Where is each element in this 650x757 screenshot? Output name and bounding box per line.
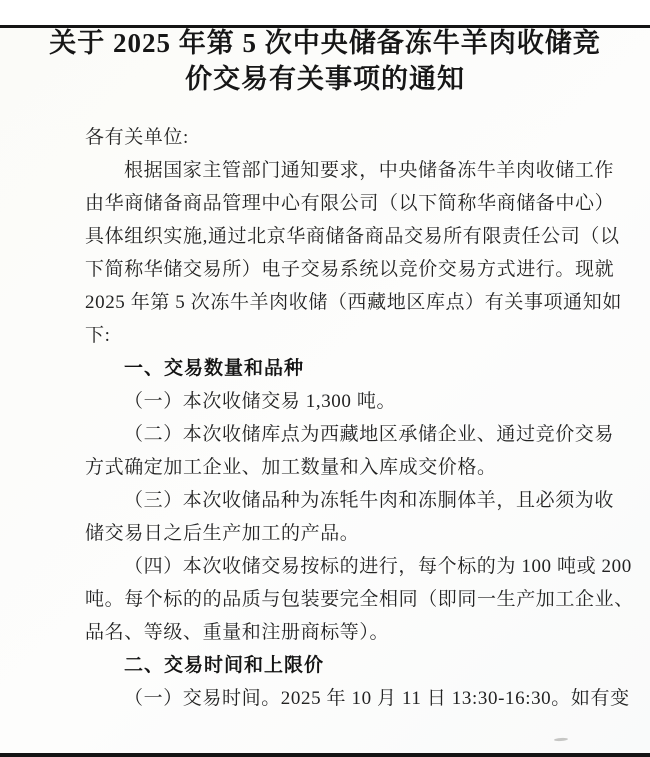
section-1-heading: 一、交易数量和品种 xyxy=(124,358,305,379)
page-title xyxy=(38,25,612,97)
section-1-item-1-line: （一）本次收储交易 1,300 吨。 xyxy=(124,391,397,412)
scan-edge-bottom xyxy=(0,753,650,757)
intro-line: 根据国家主管部门通知要求，中央储备冻牛羊肉收储工作 xyxy=(124,160,615,181)
section-1-item-3-line: （三）本次收储品种为冻牦牛肉和冻胴体羊，且必须为收 xyxy=(124,490,615,511)
intro-line: 2025 年第 5 次冻牛羊肉收储（西藏地区库点）有关事项通知如 xyxy=(85,292,622,313)
intro-line: 下: xyxy=(85,325,111,346)
section-2-heading: 二、交易时间和上限价 xyxy=(124,655,325,676)
section-2-item-1-line: （一）交易时间。2025 年 10 月 11 日 13:30-16:30。如有变 xyxy=(124,688,630,709)
section-1-item-2-line: （二）本次收储库点为西藏地区承储企业、通过竞价交易 xyxy=(124,424,615,445)
scan-edge-top xyxy=(0,25,650,28)
document-body xyxy=(85,121,634,715)
section-1-item-2-line: 方式确定加工企业、加工数量和入库成交价格。 xyxy=(85,457,497,478)
section-1-item-4-line: （四）本次收储交易按标的进行，每个标的为 100 吨或 200 xyxy=(124,556,632,577)
section-1-item-4-line: 品名、等级、重量和注册商标等）。 xyxy=(85,622,390,643)
scanned-notice-page xyxy=(0,25,650,757)
intro-line: 下简称华储交易所）电子交易系统以竞价交易方式进行。现就 xyxy=(85,259,615,280)
section-1-item-4-line: 吨。每个标的的品质与包装要完全相同（即同一生产加工企业、 xyxy=(85,589,634,610)
section-1-item-3-line: 储交易日之后生产加工的产品。 xyxy=(85,523,360,544)
salutation: 各有关单位: xyxy=(85,127,189,148)
intro-line: 具体组织实施,通过北京华商储备商品交易所有限责任公司（以 xyxy=(85,226,620,247)
page-title-line-1: 关于 2025 年第 5 次中央储备冻牛羊肉收储竞 xyxy=(49,28,601,58)
intro-line: 由华商储备商品管理中心有限公司（以下简称华商储备中心） xyxy=(85,193,615,214)
page-title-line-2: 价交易有关事项的通知 xyxy=(185,64,465,94)
scan-smudge xyxy=(554,738,568,742)
